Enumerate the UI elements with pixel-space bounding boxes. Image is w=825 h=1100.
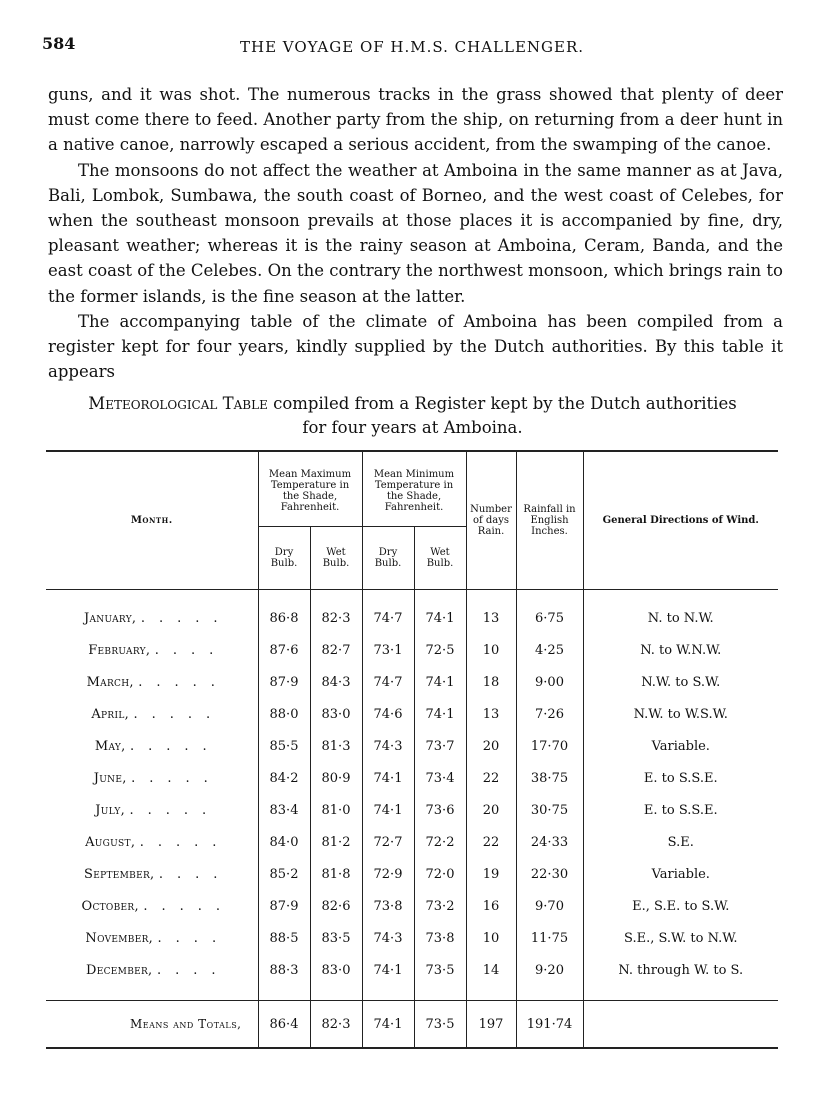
table-row (46, 858, 778, 890)
min-wet-cell: 73·6 (414, 794, 466, 826)
wind-cell: E. to S.S.E. (583, 762, 778, 794)
paragraph-1: guns, and it was shot. The numerous tracks in the grass showed that plenty of deer must come there to feed. Another party from the ship, on returning from a deer hunt in a native canoe, narrowly escaped a serious accident, from the swamping of the canoe. (48, 85, 783, 155)
min-dry-cell: 74·3 (362, 922, 414, 954)
min-wet-cell: 74·1 (414, 602, 466, 634)
min-dry-cell: 74·7 (362, 602, 414, 634)
month-cell: February, .... (88, 642, 228, 658)
max-wet-cell: 82·7 (310, 634, 362, 666)
rainfall-cell: 24·33 (516, 826, 583, 858)
total-rain-days: 197 (466, 1001, 516, 1049)
table-title-line2: for four years at Amboina. (302, 418, 523, 437)
month-cell: August, ..... (85, 834, 231, 850)
max-dry-cell: 87·6 (258, 634, 310, 666)
total-min-dry: 74·1 (362, 1001, 414, 1049)
running-title: THE VOYAGE OF H.M.S. CHALLENGER. (240, 38, 585, 56)
month-cell: December, .... (86, 962, 230, 978)
table-row (46, 666, 778, 698)
min-dry-cell: 74·6 (362, 698, 414, 730)
header-month: Month. (46, 451, 258, 590)
header-max-wet: Wet Bulb. (310, 527, 362, 590)
table-row (46, 730, 778, 762)
rainfall-cell: 6·75 (516, 602, 583, 634)
min-dry-cell: 72·7 (362, 826, 414, 858)
table-row (46, 602, 778, 634)
paragraph-3: The accompanying table of the climate of Amboina has been compiled from a register kept for four years, kindly supplied by the Dutch authorities. By this table it appears (48, 311, 783, 382)
wind-cell: N. to N.W. (583, 602, 778, 634)
min-dry-cell: 73·8 (362, 890, 414, 922)
rain-days-cell: 18 (466, 666, 516, 698)
paragraph-2: The monsoons do not affect the weather at Amboina in the same manner as at Java, Bali, Lombok, Sumbawa, the south coast of Borneo, and the west coast of Celebes, for when the southeast monsoon prevails at those places it is accompanied by fine, dry, pleasant weather; whereas it is the rainy season at Amboina, Ceram, Banda, and the east coast of the Celebes. On the contrary the northwest monsoon, which brings rain to the former islands, is the fine season at the latter. (48, 160, 783, 306)
wind-cell: Variable. (583, 858, 778, 890)
rain-days-cell: 14 (466, 954, 516, 986)
min-dry-cell: 74·1 (362, 762, 414, 794)
total-max-dry: 86·4 (258, 1001, 310, 1049)
rain-days-cell: 22 (466, 762, 516, 794)
total-max-wet: 82·3 (310, 1001, 362, 1049)
wind-cell: Variable. (583, 730, 778, 762)
month-cell: July, ..... (95, 802, 221, 818)
header-rainfall: Rainfall in English Inches. (516, 451, 583, 590)
max-wet-cell: 81·3 (310, 730, 362, 762)
rainfall-cell: 38·75 (516, 762, 583, 794)
min-wet-cell: 73·7 (414, 730, 466, 762)
max-wet-cell: 83·0 (310, 698, 362, 730)
rainfall-cell: 30·75 (516, 794, 583, 826)
max-dry-cell: 84·2 (258, 762, 310, 794)
rain-days-cell: 13 (466, 698, 516, 730)
min-dry-cell: 72·9 (362, 858, 414, 890)
max-dry-cell: 83·4 (258, 794, 310, 826)
header-max-temp: Mean Maximum Temperature in the Shade, Fahrenheit. (258, 451, 362, 527)
max-dry-cell: 87·9 (258, 890, 310, 922)
total-rainfall: 191·74 (516, 1001, 583, 1049)
table-row (46, 922, 778, 954)
max-dry-cell: 84·0 (258, 826, 310, 858)
rainfall-cell: 9·20 (516, 954, 583, 986)
header-min-temp: Mean Minimum Temperature in the Shade, Fahrenheit. (362, 451, 466, 527)
max-dry-cell: 88·5 (258, 922, 310, 954)
max-dry-cell: 87·9 (258, 666, 310, 698)
max-wet-cell: 82·6 (310, 890, 362, 922)
header-wind: General Directions of Wind. (583, 451, 778, 590)
min-wet-cell: 73·5 (414, 954, 466, 986)
body-text (48, 82, 783, 384)
rainfall-cell: 9·00 (516, 666, 583, 698)
min-wet-cell: 74·1 (414, 666, 466, 698)
rainfall-cell: 4·25 (516, 634, 583, 666)
wind-cell: S.E., S.W. to N.W. (583, 922, 778, 954)
rain-days-cell: 16 (466, 890, 516, 922)
min-wet-cell: 74·1 (414, 698, 466, 730)
min-wet-cell: 73·8 (414, 922, 466, 954)
max-dry-cell: 85·5 (258, 730, 310, 762)
month-cell: March, ..... (86, 674, 229, 690)
wind-cell: E., S.E. to S.W. (583, 890, 778, 922)
rain-days-cell: 13 (466, 602, 516, 634)
min-wet-cell: 73·2 (414, 890, 466, 922)
min-wet-cell: 72·0 (414, 858, 466, 890)
max-wet-cell: 81·8 (310, 858, 362, 890)
header-max-dry: Dry Bulb. (258, 527, 310, 590)
total-min-wet: 73·5 (414, 1001, 466, 1049)
month-cell: October, ..... (81, 898, 235, 914)
max-dry-cell: 86·8 (258, 602, 310, 634)
table-row (46, 762, 778, 794)
max-dry-cell: 88·3 (258, 954, 310, 986)
max-wet-cell: 84·3 (310, 666, 362, 698)
wind-cell: N. to W.N.W. (583, 634, 778, 666)
rainfall-cell: 11·75 (516, 922, 583, 954)
table-title-smallcaps: Meteorological Table (88, 394, 268, 413)
header-min-wet: Wet Bulb. (414, 527, 466, 590)
rain-days-cell: 22 (466, 826, 516, 858)
table-row (46, 954, 778, 986)
max-wet-cell: 83·0 (310, 954, 362, 986)
month-cell: November, .... (85, 930, 231, 946)
rain-days-cell: 10 (466, 922, 516, 954)
header-rain-days: Number of days Rain. (466, 451, 516, 590)
min-dry-cell: 74·1 (362, 954, 414, 986)
wind-cell: N. through W. to S. (583, 954, 778, 986)
rain-days-cell: 10 (466, 634, 516, 666)
month-cell: May, ..... (94, 738, 221, 754)
totals-label: Means and Totals, (46, 1001, 258, 1049)
max-dry-cell: 85·2 (258, 858, 310, 890)
wind-cell: N.W. to W.S.W. (583, 698, 778, 730)
meteorological-table (46, 450, 778, 1049)
wind-cell: S.E. (583, 826, 778, 858)
table-row (46, 826, 778, 858)
min-wet-cell: 73·4 (414, 762, 466, 794)
rainfall-cell: 22·30 (516, 858, 583, 890)
min-wet-cell: 72·5 (414, 634, 466, 666)
month-cell: January, ..... (84, 610, 232, 626)
table-row (46, 890, 778, 922)
table-title-rest: compiled from a Register kept by the Dutch authorities (267, 394, 737, 413)
min-dry-cell: 74·7 (362, 666, 414, 698)
max-wet-cell: 83·5 (310, 922, 362, 954)
rain-days-cell: 19 (466, 858, 516, 890)
min-dry-cell: 74·1 (362, 794, 414, 826)
wind-cell: E. to S.S.E. (583, 794, 778, 826)
max-wet-cell: 81·2 (310, 826, 362, 858)
rainfall-cell: 9·70 (516, 890, 583, 922)
rainfall-cell: 17·70 (516, 730, 583, 762)
table-title (60, 392, 765, 440)
min-dry-cell: 73·1 (362, 634, 414, 666)
min-wet-cell: 72·2 (414, 826, 466, 858)
month-cell: June, ..... (93, 770, 222, 786)
totals-row (46, 1001, 778, 1049)
table-row (46, 794, 778, 826)
total-wind (583, 1001, 778, 1049)
max-dry-cell: 88·0 (258, 698, 310, 730)
rain-days-cell: 20 (466, 794, 516, 826)
max-wet-cell: 82·3 (310, 602, 362, 634)
min-dry-cell: 74·3 (362, 730, 414, 762)
month-cell: April, ..... (91, 706, 225, 722)
wind-cell: N.W. to S.W. (583, 666, 778, 698)
header-min-dry: Dry Bulb. (362, 527, 414, 590)
max-wet-cell: 80·9 (310, 762, 362, 794)
table-row (46, 634, 778, 666)
rainfall-cell: 7·26 (516, 698, 583, 730)
table-row (46, 698, 778, 730)
max-wet-cell: 81·0 (310, 794, 362, 826)
rain-days-cell: 20 (466, 730, 516, 762)
month-cell: September, .... (84, 866, 232, 882)
page-number: 584 (42, 34, 76, 53)
